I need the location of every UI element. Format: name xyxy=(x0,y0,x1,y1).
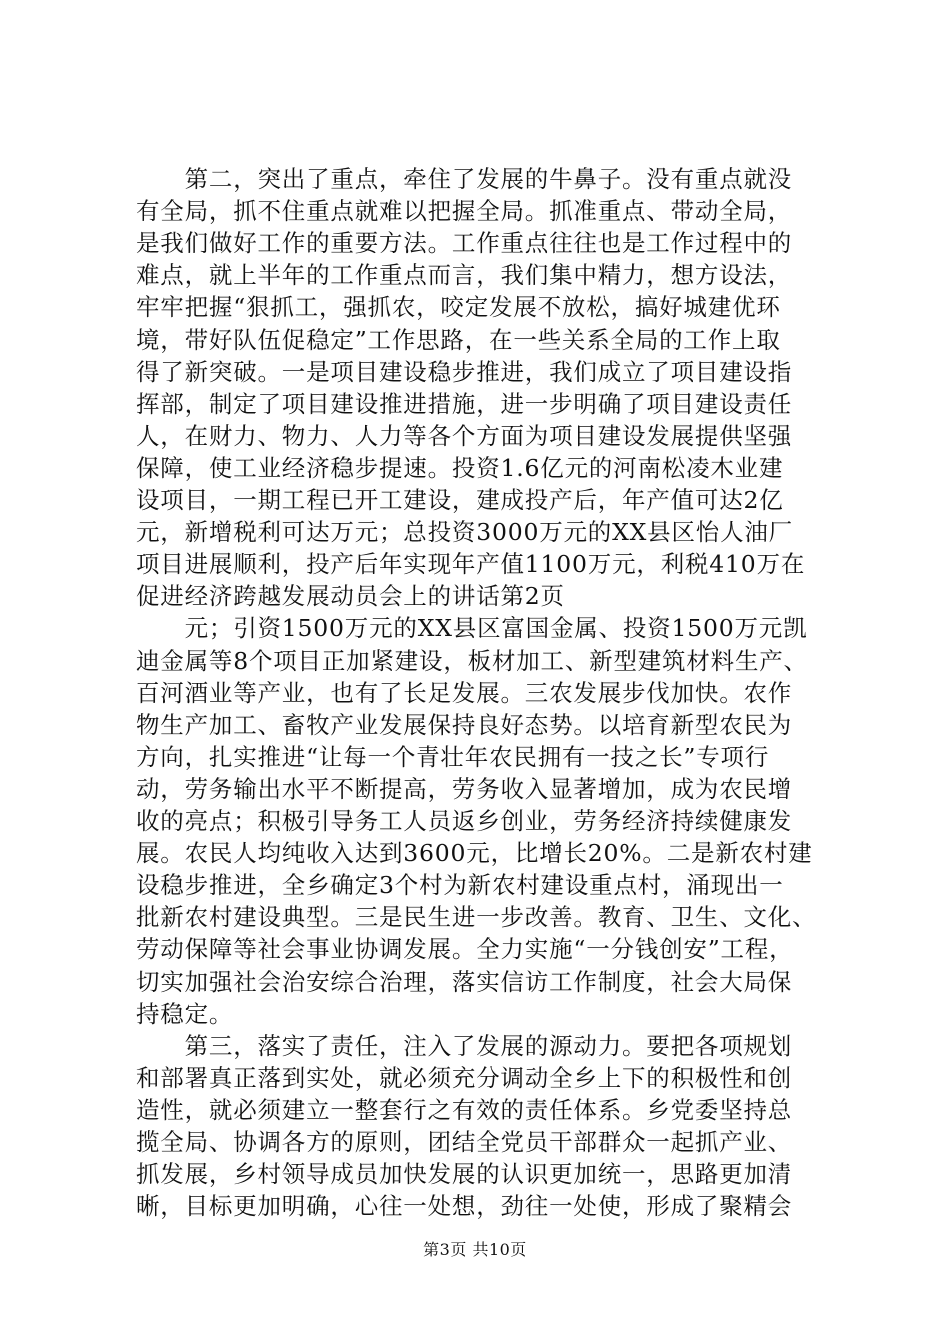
text-line: 方向，扎实推进“让每一个青壮年农民拥有一技之长”专项行 xyxy=(136,742,770,771)
text-line: 动，劳务输出水平不断提高，劳务收入显著增加，成为农民增 xyxy=(136,774,793,803)
text-line: 迪金属等8个项目正加紧建设，板材加工、新型建筑材料生产、 xyxy=(136,646,808,675)
text-line: 元；引资1500万元的XX县区富国金属、投资1500万元凯 xyxy=(136,614,808,643)
text-line: 第二，突出了重点，牵住了发展的牛鼻子。没有重点就没 xyxy=(136,165,793,193)
text-line: 揽全局、协调各方的原则，团结全党员干部群众一起抓产业、 xyxy=(136,1128,793,1156)
text-line: 是我们做好工作的重要方法。工作重点往往也是工作过程中的 xyxy=(136,229,793,258)
text-line: 切实加强社会治安综合治理，落实信访工作制度，社会大局保 xyxy=(136,967,793,996)
text-line: 晰，目标更加明确，心往一处想，劲往一处使，形成了聚精会 xyxy=(136,1192,793,1221)
text-line: 劳动保障等社会事业协调发展。全力实施“一分钱创安”工程， xyxy=(136,935,794,964)
text-line: 得了新突破。一是项目建设稳步推进，我们成立了项目建设指 xyxy=(136,357,793,386)
text-line: 和部署真正落到实处，就必须充分调动全乡上下的积极性和创 xyxy=(136,1063,793,1092)
text-line: 境，带好队伍促稳定”工作思路，在一些关系全局的工作上取 xyxy=(136,325,781,354)
text-line: 有全局，抓不住重点就难以把握全局。抓准重点、带动全局， xyxy=(136,197,793,226)
text-line: 项目进展顺利，投产后年实现年产值1100万元，利税410万在 xyxy=(136,550,806,579)
text-line: 促进经济跨越发展动员会上的讲话第2页 xyxy=(136,582,565,611)
text-line: 持稳定。 xyxy=(136,999,234,1028)
text-line: 元，新增税利可达万元；总投资3000万元的XX县区怡人油厂 xyxy=(136,518,793,547)
text-line: 批新农村建设典型。三是民生进一步改善。教育、卫生、文化、 xyxy=(136,903,817,932)
text-line: 牢牢把握“狠抓工，强抓农，咬定发展不放松，搞好城建优环 xyxy=(136,293,781,322)
text-line: 展。农民人均纯收入达到3600元，比增长20%。二是新农村建 xyxy=(136,839,813,868)
text-line: 难点，就上半年的工作重点而言，我们集中精力，想方设法， xyxy=(136,261,793,290)
text-line: 设项目，一期工程已开工建设，建成投产后，年产值可达2亿 xyxy=(136,486,784,514)
text-line: 设稳步推进，全乡确定3个村为新农村建设重点村，涌现出一 xyxy=(136,871,784,900)
text-line: 抓发展，乡村领导成员加快发展的认识更加统一，思路更加清 xyxy=(136,1160,793,1189)
text-line: 保障，使工业经济稳步提速。投资1.6亿元的河南松凌木业建 xyxy=(136,453,784,482)
text-line: 第三，落实了责任，注入了发展的源动力。要把各项规划 xyxy=(136,1031,793,1060)
text-line: 人，在财力、物力、人力等各个方面为项目建设发展提供坚强 xyxy=(136,421,793,450)
text-line: 造性，就必须建立一整套行之有效的责任体系。乡党委坚持总 xyxy=(136,1095,793,1124)
text-line: 挥部，制定了项目建设推进措施，进一步明确了项目建设责任 xyxy=(136,389,793,418)
text-line: 百河酒业等产业，也有了长足发展。三农发展步伐加快。农作 xyxy=(136,678,793,707)
text-line: 收的亮点；积极引导务工人员返乡创业，劳务经济持续健康发 xyxy=(136,807,793,835)
text-line: 物生产加工、畜牧产业发展保持良好态势。以培育新型农民为 xyxy=(136,710,793,739)
page-footer: 第3页 共10页 xyxy=(423,1240,527,1259)
